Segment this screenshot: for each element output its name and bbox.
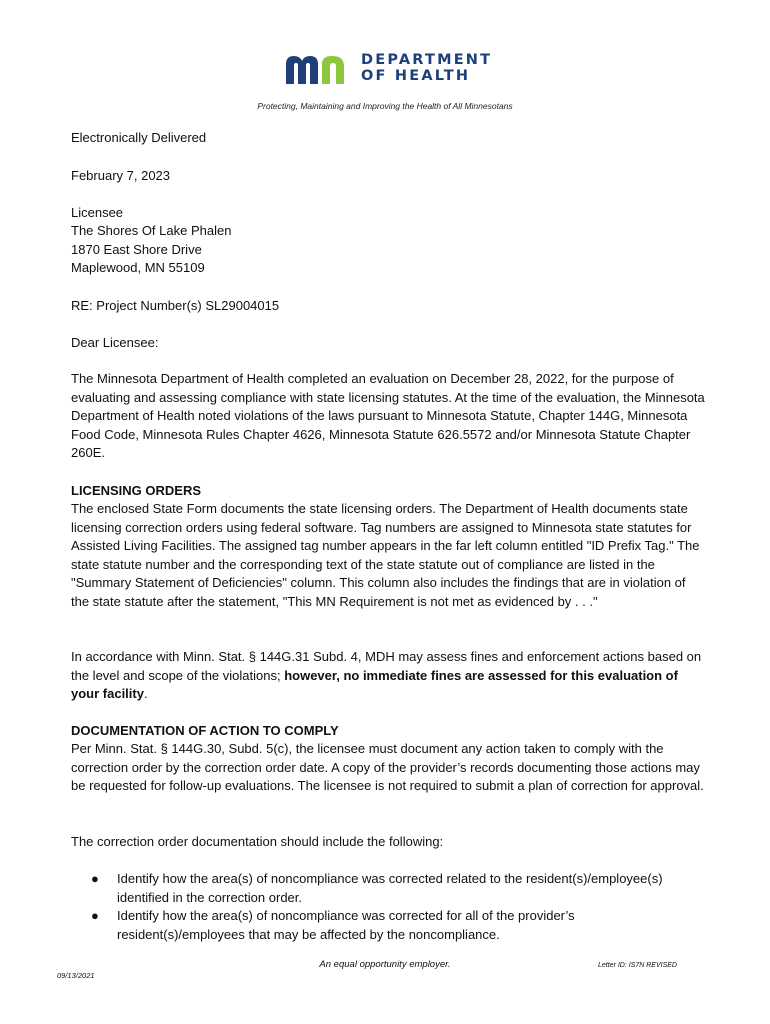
bullet-icon: ● bbox=[91, 908, 99, 923]
paragraph-fines bbox=[71, 648, 706, 704]
fines-bold-text: however, no immediate fines are assessed for this evaluation of your facility bbox=[71, 667, 678, 702]
paragraph-documentation: Per Minn. Stat. § 144G.30, Subd. 5(c), the licensee must document any action taken to comply with the correction order by the correction order date. A copy of the provider’s records documenting those actions may be requested for follow-up evaluations. The licensee is not required to submit a plan of correction for approval. bbox=[71, 741, 704, 794]
mdh-logo bbox=[284, 52, 494, 88]
logo-line-1: DEPARTMENT bbox=[361, 52, 493, 68]
paragraph-evaluation: The Minnesota Department of Health completed an evaluation on December 28, 2022, for the purpose of evaluating and assessing compliance with state licensing statutes. At the time of the evaluation, the Minnesota Department of Health noted violations of the laws pursuant to Minnesota Statute, Chapter 144G, Minnesota Food Code, Minnesota Rules Chapter 4626, Minnesota Statute 626.5572 and/or Minnesota Statute Chapter 260E. bbox=[71, 371, 705, 461]
mn-logo-icon bbox=[284, 52, 356, 86]
footer-equal-opportunity: An equal opportunity employer. bbox=[319, 959, 451, 970]
paragraph-include: The correction order documentation should include the following: bbox=[71, 834, 444, 849]
tagline: Protecting, Maintaining and Improving the Health of All Minnesotans bbox=[257, 101, 513, 111]
list-item: Identify how the area(s) of noncompliance was corrected for all of the provider’s resident(s)/employees that may be affected by the noncompliance. bbox=[117, 908, 575, 942]
bullet-icon: ● bbox=[91, 871, 99, 886]
paragraph-licensing-orders: The enclosed State Form documents the state licensing orders. The Department of Health documents state licensing correction orders using federal software. Tag numbers are assigned to Minnesota state statutes for Assisted Living Facilities. The assigned tag number appears in the far left column entitled "ID Prefix Tag." The state statute number and the corresponding text of the state statute out of compliance are listed in the "Summary Statement of Deficiencies" column. This column also includes the findings that are in violation of the state statute after the statement, "This MN Requirement is not met as evidenced by . . ." bbox=[71, 501, 700, 609]
letter-date: February 7, 2023 bbox=[71, 168, 171, 183]
fines-end: . bbox=[143, 686, 148, 702]
footer-letter-id: Letter ID: IS7N REVISED bbox=[598, 962, 677, 969]
logo-wordmark bbox=[361, 52, 492, 84]
documentation-heading: DOCUMENTATION OF ACTION TO COMPLY bbox=[71, 723, 339, 738]
address-line: The Shores Of Lake Phalen bbox=[71, 223, 232, 238]
delivery-method: Electronically Delivered bbox=[71, 130, 207, 145]
logo-line-2: OF HEALTH bbox=[361, 68, 471, 84]
salutation: Dear Licensee: bbox=[71, 335, 159, 350]
re-line: RE: Project Number(s) SL29004015 bbox=[71, 298, 280, 313]
fines-text: In accordance with Minn. Stat. § 144G.31 Subd. 4, MDH may assess fines and enforcement actions based on the level and scope of the violations; bbox=[71, 649, 702, 683]
footer-form-date: 09/13/2021 bbox=[57, 971, 95, 980]
address-line: 1870 East Shore Drive bbox=[71, 242, 202, 257]
address-line: Maplewood, MN 55109 bbox=[71, 260, 205, 275]
licensing-orders-heading: LICENSING ORDERS bbox=[71, 483, 202, 498]
address-line: Licensee bbox=[71, 205, 124, 220]
list-item: Identify how the area(s) of noncompliance was corrected related to the resident(s)/employee(s) identified in the correction order. bbox=[117, 871, 663, 905]
